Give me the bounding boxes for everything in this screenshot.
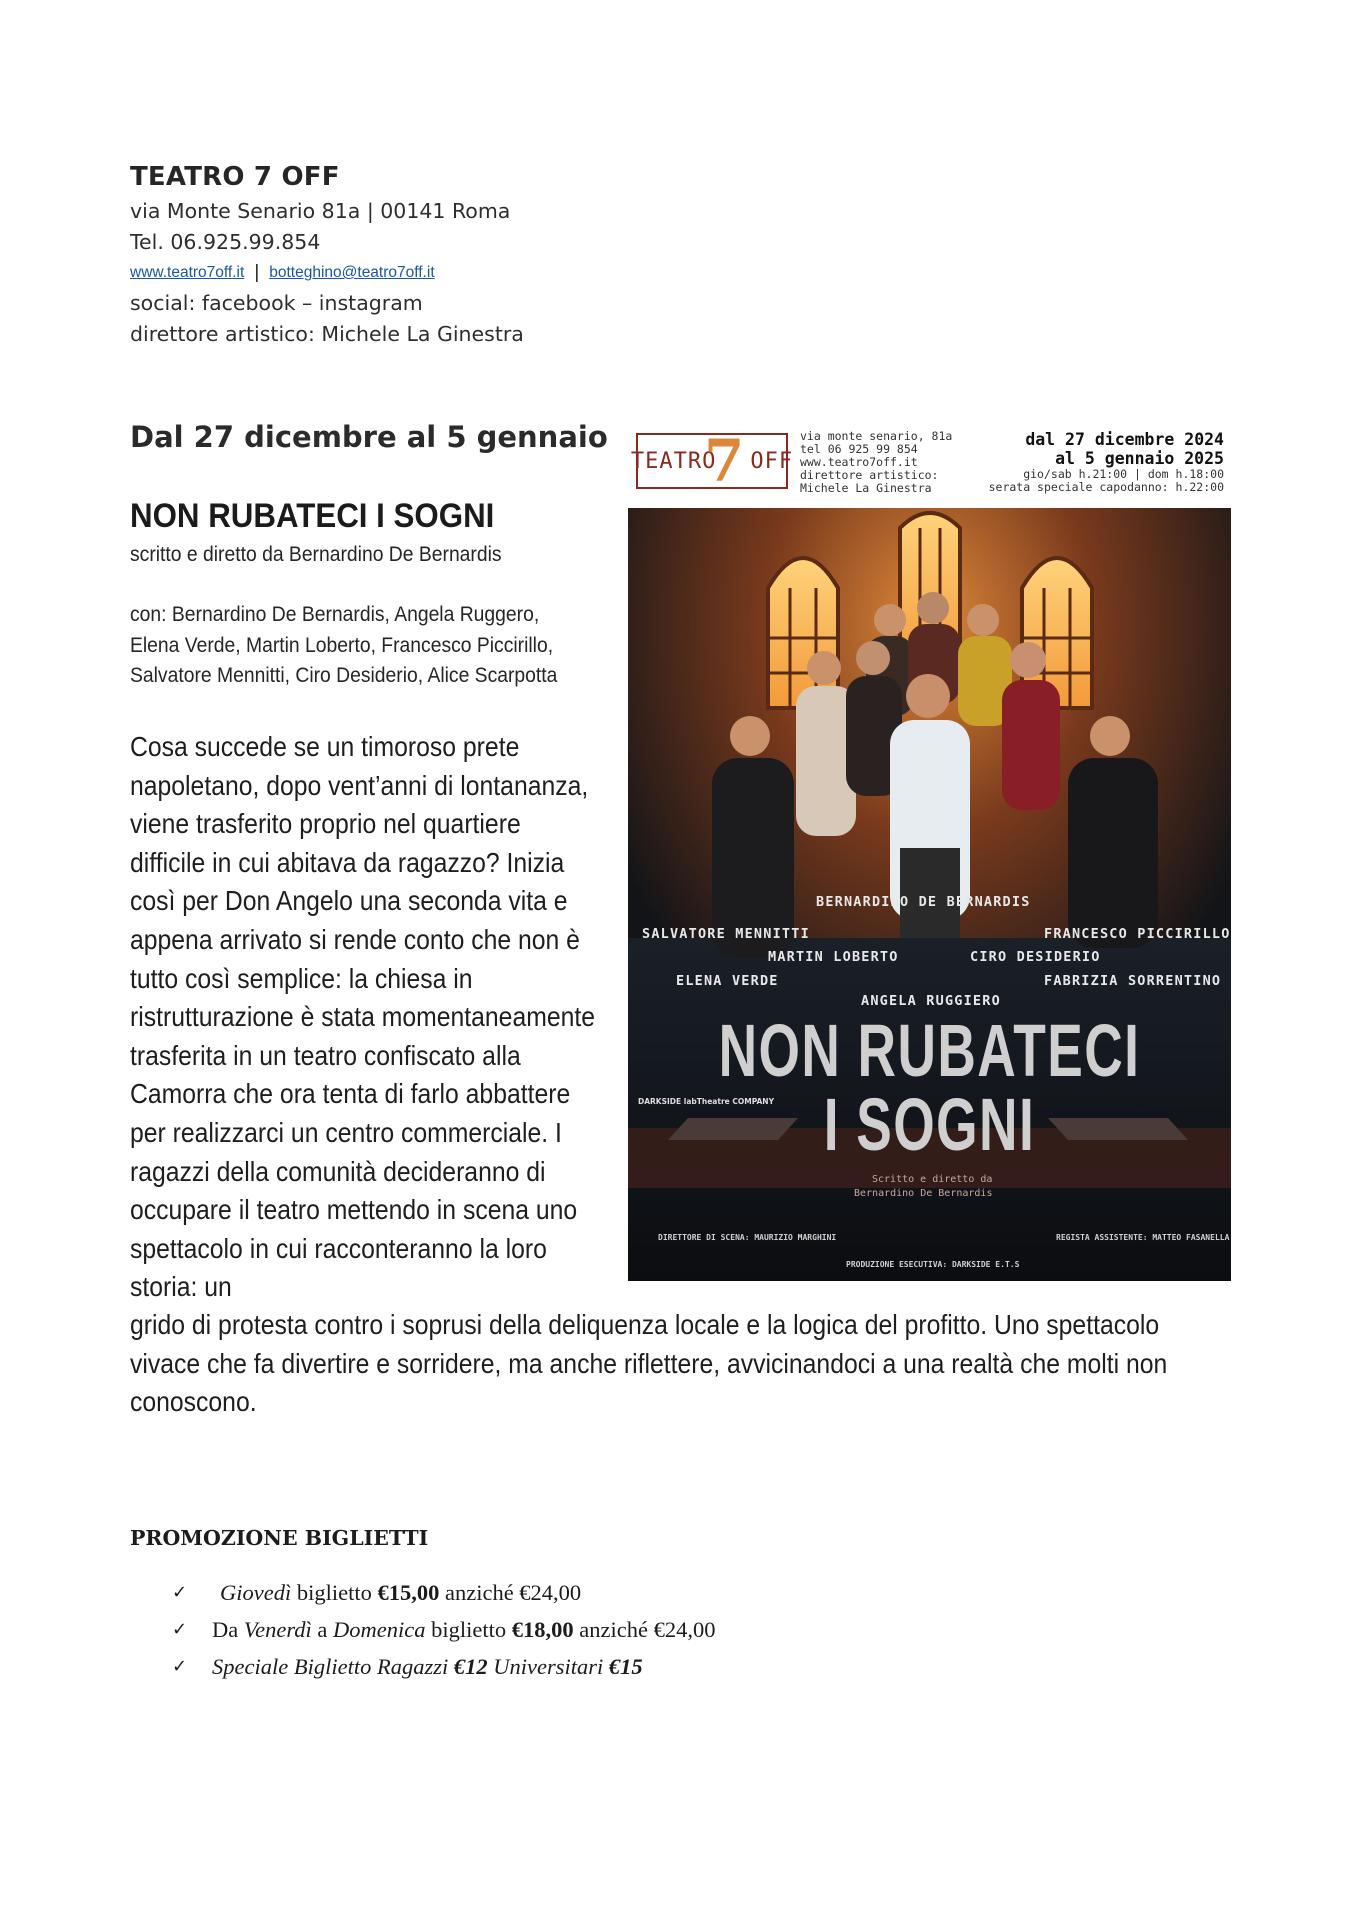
theatre-phone: Tel. 06.925.99.854 [130, 230, 321, 254]
promo-price: €15,00 [377, 1579, 440, 1605]
show-dates: Dal 27 dicembre al 5 gennaio [130, 420, 608, 454]
poster-info-line: via monte senario, 81a [800, 429, 953, 443]
poster-credit-line: Bernardino De Bernardis [854, 1188, 993, 1199]
promo-day: Domenica [333, 1616, 426, 1642]
promo-item [172, 1574, 715, 1611]
promo-text: Universitari [487, 1653, 609, 1679]
poster-info-line: direttore artistico: [800, 468, 939, 482]
promo-price: €18,00 [511, 1616, 574, 1642]
promo-price: €15 [608, 1653, 643, 1679]
poster-production: PRODUZIONE ESECUTIVA: DARKSIDE E.T.S [846, 1260, 1020, 1269]
check-icon: ✓ [172, 1619, 188, 1640]
poster-cast-name: ANGELA RUGGIERO [861, 993, 1001, 1009]
poster-cast-name: BERNARDINO DE BERNARDIS [816, 894, 1031, 910]
logo-text: TEATRO [630, 448, 717, 474]
poster-info [800, 430, 952, 495]
promo-price: €12 [453, 1653, 488, 1679]
promo-text: biglietto [291, 1579, 378, 1605]
poster-cast-name: CIRO DESIDERIO [970, 949, 1101, 965]
poster-date-end: al 5 gennaio 2025 [1055, 449, 1224, 468]
poster-info-line: www.teatro7off.it [800, 455, 918, 469]
poster-schedule: gio/sab h.21:00 | dom h.18:00 [1023, 467, 1224, 481]
promo-list [172, 1574, 715, 1685]
poster-header [630, 427, 1232, 500]
promo-item [172, 1611, 715, 1648]
poster-title-line-2: I SOGNI [823, 1083, 1036, 1166]
synopsis-part-1: Cosa succede se un timoroso prete napoletano, dopo vent’anni di lontananza, viene trasferito proprio nel quartiere difficile in cui abitava da ragazzo? Inizia così per Don Angelo una seconda vita e appena arrivato si rende conto che non è tutto così semplice: la chiesa in ristrutturazione è stata momentaneamente trasferita in un teatro confiscato alla Camorra che ora tenta di farlo abbattere per realizzarci un centro commerciale. I ragazzi della comunità decideranno di occupare il teatro mettendo in scena uno spettacolo in cui racconteranno la loro storia: un [130, 731, 596, 1303]
poster-cast-name: SALVATORE MENNITTI [642, 926, 810, 942]
website-link[interactable]: www.teatro7off.it [130, 264, 245, 281]
theatre-header [130, 162, 524, 346]
poster-dates [989, 430, 1224, 494]
poster-info-line: Michele La Ginestra [800, 481, 932, 495]
check-icon: ✓ [172, 1582, 188, 1603]
promo-original-price: anziché €24,00 [573, 1616, 716, 1642]
theatre-name: TEATRO 7 OFF [130, 162, 340, 192]
promo-text: biglietto [425, 1616, 512, 1642]
promo-text: Speciale Biglietto Ragazzi [212, 1653, 454, 1679]
promo-day: Venerdì [243, 1616, 312, 1642]
show-cast: con: Bernardino De Bernardis, Angela Ruggero, Elena Verde, Martin Loberto, Francesco Piccirillo, Salvatore Mennitti, Ciro Desiderio, Alice Scarpotta [130, 603, 558, 687]
poster-cast-name: ELENA VERDE [676, 973, 779, 989]
check-icon: ✓ [172, 1656, 188, 1677]
show-poster [628, 508, 1231, 1281]
promo-original-price: anziché €24,00 [439, 1579, 582, 1605]
poster-date-start: dal 27 dicembre 2024 [1025, 430, 1224, 449]
poster-assistant: REGISTA ASSISTENTE: MATTEO FASANELLA [1056, 1233, 1230, 1242]
promo-day: Giovedì [220, 1579, 292, 1605]
synopsis-part-2: grido di protesta contro i soprusi della deliquenza locale e la logica del profitto. Uno spettacolo vivace che fa divertire e sorridere, ma anche riflettere, avvicinandoci a una realtà che molti non conoscono. [130, 1309, 1168, 1418]
promo-title: PROMOZIONE BIGLIETTI [130, 1526, 429, 1550]
logo-seven: 7 [704, 427, 745, 495]
teatro-7-off-logo [630, 427, 794, 495]
theatre-links [130, 262, 524, 284]
poster-stage-director: DIRETTORE DI SCENA: MAURIZIO MARGHINI [658, 1233, 837, 1242]
promo-text: a [311, 1616, 334, 1642]
show-author: scritto e diretto da Bernardino De Bernardis [130, 543, 502, 566]
logo-off: OFF [750, 448, 794, 474]
poster-info-line: tel 06 925 99 854 [800, 442, 918, 456]
theatre-address: via Monte Senario 81a | 00141 Roma [130, 199, 511, 223]
link-separator: | [254, 262, 260, 283]
promo-item [172, 1648, 715, 1685]
poster-cast-name: MARTIN LOBERTO [768, 949, 899, 965]
poster-credit-line: Scritto e diretto da [872, 1174, 993, 1185]
theatre-director: direttore artistico: Michele La Ginestra [130, 322, 524, 346]
theatre-social: social: facebook – instagram [130, 291, 423, 315]
poster-cast-name: FABRIZIA SORRENTINO [1044, 973, 1222, 989]
email-link[interactable]: botteghino@teatro7off.it [269, 264, 435, 281]
poster-cast-name: FRANCESCO PICCIRILLO [1044, 926, 1231, 942]
show-title: NON RUBATECI I SOGNI [130, 497, 495, 535]
darkside-company-logo: DARKSIDE labTheatre COMPANY [638, 1097, 775, 1106]
poster-special: serata speciale capodanno: h.22:00 [988, 480, 1224, 494]
poster-title-line-1: NON RUBATECI [718, 1009, 1141, 1092]
promo-text: Da [212, 1616, 244, 1642]
